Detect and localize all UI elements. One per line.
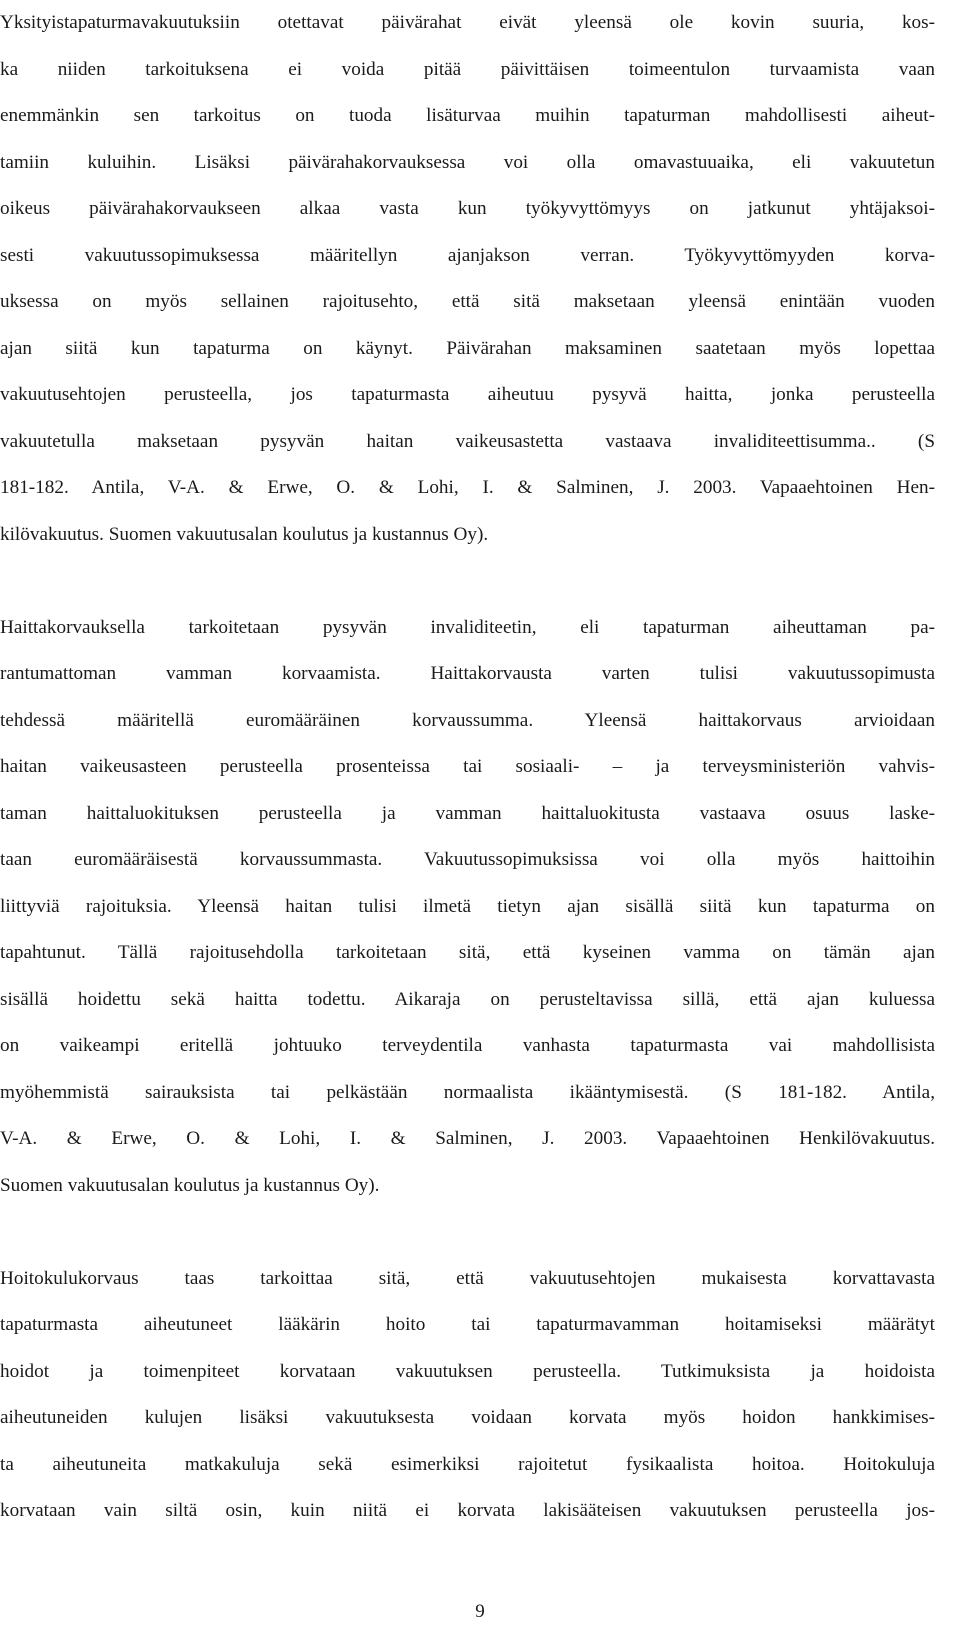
paragraph-gap bbox=[0, 558, 935, 605]
text-line: tapahtunut. Tällä rajoitusehdolla tarkoitetaan sitä, että kyseinen vamma on tämän ajan bbox=[0, 942, 935, 963]
paragraph-treatment-costs bbox=[0, 1256, 935, 1535]
text-line: ajan siitä kun tapaturma on käynyt. Päivärahan maksaminen saatetaan myös lopettaa bbox=[0, 337, 935, 359]
text-line: rantumattoman vamman korvaamista. Haittakorvausta varten tulisi vakuutussopimusta bbox=[0, 663, 935, 684]
page-number: 9 bbox=[475, 1601, 485, 1622]
text-line: liittyviä rajoituksia. Yleensä haitan tulisi ilmetä tietyn ajan sisällä siitä kun tapaturma on bbox=[0, 895, 935, 917]
text-line: korvataan vain siltä osin, kuin niitä ei korvata lakisääteisen vakuutuksen perusteella jos- bbox=[0, 1500, 935, 1521]
text-line: Suomen vakuutusalan koulutus ja kustannus Oy). bbox=[0, 1174, 380, 1196]
paragraph-gap bbox=[0, 1209, 935, 1256]
text-line: V-A. & Erwe, O. & Lohi, I. & Salminen, J. 2003. Vapaaehtoinen Henkilövakuutus. bbox=[0, 1128, 935, 1149]
text-line: ka niiden tarkoituksena ei voida pitää päivittäisen toimeentulon turvaamista vaan bbox=[0, 58, 935, 80]
text-line: oikeus päivärahakorvaukseen alkaa vasta kun työkyvyttömyys on jatkunut yhtäjaksoi- bbox=[0, 198, 935, 219]
text-line: aiheutuneiden kulujen lisäksi vakuutuksesta voidaan korvata myös hoidon hankkimises- bbox=[0, 1407, 935, 1428]
text-line: vakuutetulla maksetaan pysyvän haitan vaikeusastetta vastaava invaliditeettisumma.. (S bbox=[0, 430, 935, 452]
text-line: 181-182. Antila, V-A. & Erwe, O. & Lohi, I. & Salminen, J. 2003. Vapaaehtoinen Hen- bbox=[0, 477, 935, 498]
text-line: sesti vakuutussopimuksessa määritellyn ajanjakson verran. Työkyvyttömyyden korva- bbox=[0, 244, 935, 266]
text-line: vakuutusehtojen perusteella, jos tapaturmasta aiheutuu pysyvä haitta, jonka perusteella bbox=[0, 384, 935, 405]
text-line: hoidot ja toimenpiteet korvataan vakuutuksen perusteella. Tutkimuksista ja hoidoista bbox=[0, 1360, 935, 1382]
text-line: haitan vaikeusasteen perusteella prosenteissa tai sosiaali- – ja terveysministeriön vahvis- bbox=[0, 756, 935, 777]
text-line: Hoitokulukorvaus taas tarkoittaa sitä, että vakuutusehtojen mukaisesta korvattavasta bbox=[0, 1267, 935, 1289]
text-line: Yksityistapaturmavakuutuksiin otettavat päivärahat eivät yleensä ole kovin suuria, kos- bbox=[0, 12, 935, 33]
text-line: myöhemmistä sairauksista tai pelkästään normaalista ikääntymisestä. (S 181-182. Antila, bbox=[0, 1081, 935, 1103]
text-line: kilövakuutus. Suomen vakuutusalan koulutus ja kustannus Oy). bbox=[0, 523, 489, 545]
paragraph-daily-allowance bbox=[0, 0, 935, 558]
text-line: tapaturmasta aiheutuneet lääkärin hoito tai tapaturmavamman hoitamiseksi määrätyt bbox=[0, 1314, 935, 1335]
text-line: Haittakorvauksella tarkoitetaan pysyvän invaliditeetin, eli tapaturman aiheuttaman pa- bbox=[0, 616, 935, 638]
text-line: sisällä hoidettu sekä haitta todettu. Aikaraja on perusteltavissa sillä, että ajan kuluessa bbox=[0, 988, 935, 1010]
text-line: tehdessä määritellä euromääräinen korvaussumma. Yleensä haittakorvaus arvioidaan bbox=[0, 709, 935, 731]
text-line: enemmänkin sen tarkoitus on tuoda lisäturvaa muihin tapaturman mahdollisesti aiheut- bbox=[0, 105, 935, 126]
text-line: ta aiheutuneita matkakuluja sekä esimerkiksi rajoitetut fysikaalista hoitoa. Hoitokuluja bbox=[0, 1453, 935, 1475]
text-line: taan euromääräisestä korvaussummasta. Vakuutussopimuksissa voi olla myös haittoihin bbox=[0, 849, 935, 870]
text-line: taman haittaluokituksen perusteella ja vamman haittaluokitusta vastaava osuus laske- bbox=[0, 802, 935, 824]
text-line: uksessa on myös sellainen rajoitusehto, että sitä maksetaan yleensä enintään vuoden bbox=[0, 291, 935, 312]
text-line: tamiin kuluihin. Lisäksi päivärahakorvauksessa voi olla omavastuuaika, eli vakuutetun bbox=[0, 151, 935, 173]
paragraph-disability-compensation bbox=[0, 605, 935, 1210]
text-line: on vaikeampi eritellä johtuuko terveydentila vanhasta tapaturmasta vai mahdollisista bbox=[0, 1035, 935, 1056]
